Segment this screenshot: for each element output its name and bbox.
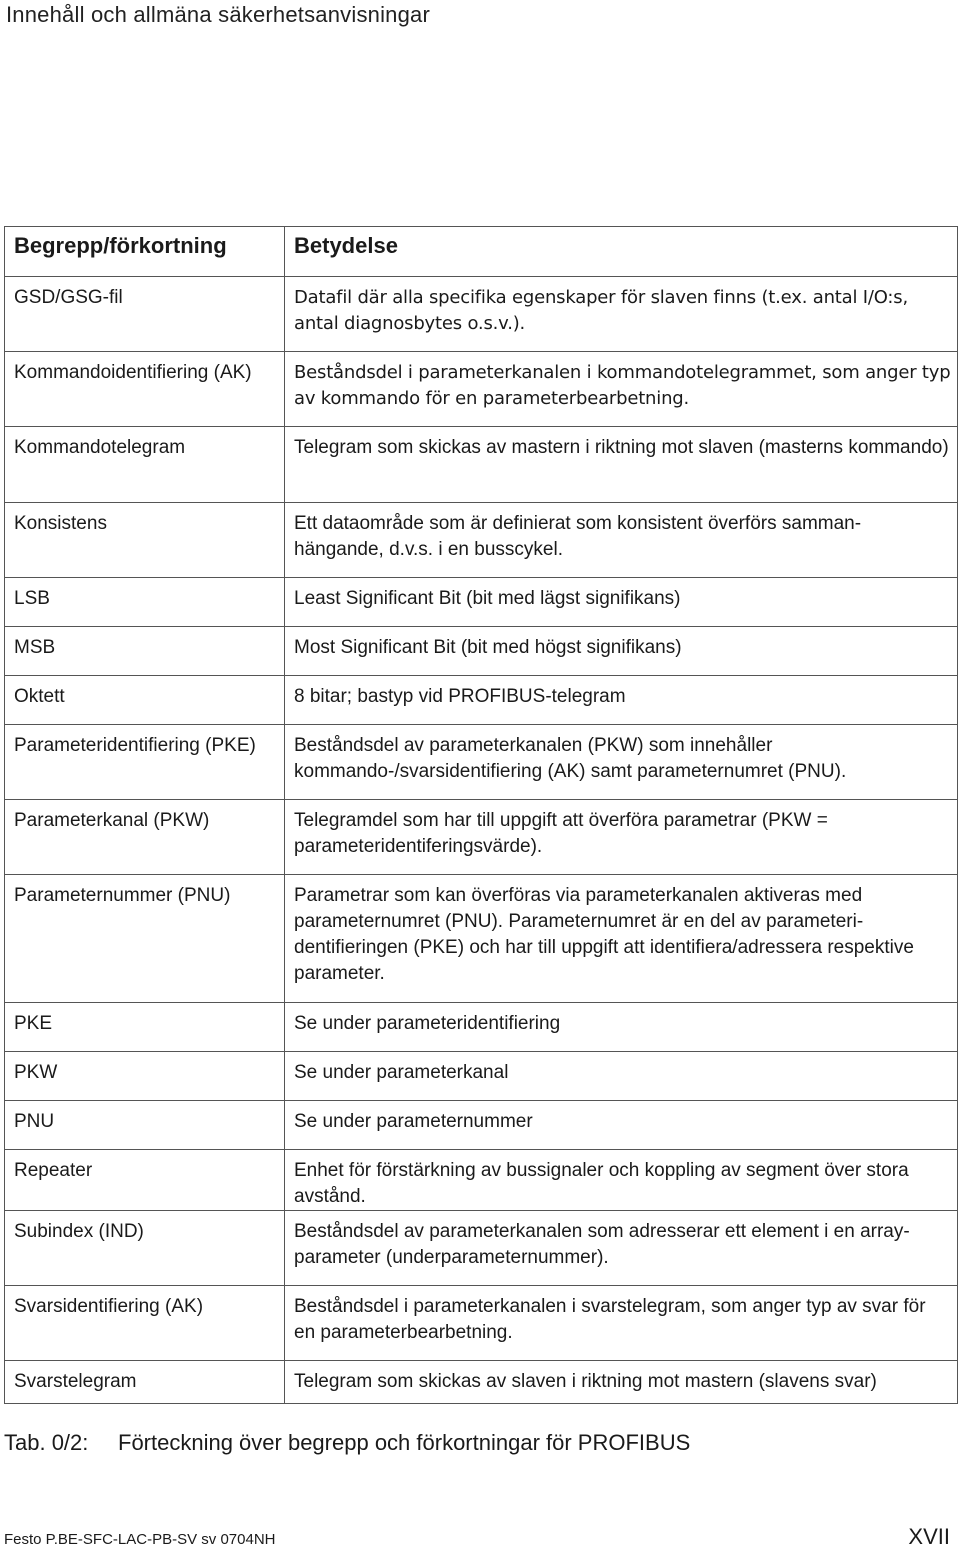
term-cell: PNU	[5, 1101, 285, 1150]
table-row	[5, 676, 958, 725]
term-cell: PKE	[5, 1003, 285, 1052]
meaning-cell: Se under parameterkanal	[285, 1052, 958, 1101]
term-cell: Svarsidentifiering (AK)	[5, 1286, 285, 1361]
table-row	[5, 725, 958, 800]
term-cell: Subindex (IND)	[5, 1211, 285, 1286]
footer-document-id: Festo P.BE-SFC-LAC-PB-SV sv 0704NH	[4, 1531, 276, 1548]
meaning-cell: Most Significant Bit (bit med högst signifikans)	[285, 627, 958, 676]
meaning-cell: Beståndsdel i parameterkanalen i kommandotelegrammet, som anger typ av kommando för en parameterbearbetning.	[285, 352, 958, 427]
term-cell: MSB	[5, 627, 285, 676]
meaning-cell: Beståndsdel i parameterkanalen i svarstelegram, som anger typ av svar för en parameterbearbetning.	[285, 1286, 958, 1361]
table-row	[5, 1101, 958, 1150]
table-row	[5, 875, 958, 1003]
term-cell: LSB	[5, 578, 285, 627]
table-row	[5, 1361, 958, 1404]
table-row	[5, 578, 958, 627]
term-cell: Parameterkanal (PKW)	[5, 800, 285, 875]
meaning-cell: Datafil där alla specifika egenskaper för slaven finns (t.ex. antal I/O:s, antal diagnosbytes o.s.v.).	[285, 277, 958, 352]
table-row	[5, 1003, 958, 1052]
table-row	[5, 800, 958, 875]
glossary-table	[4, 226, 958, 1404]
column-header-term: Begrepp/förkortning	[5, 227, 285, 277]
term-cell: GSD/GSG-fil	[5, 277, 285, 352]
meaning-cell: Enhet för förstärkning av bussignaler och koppling av segment över stora avstånd.	[285, 1150, 958, 1211]
meaning-cell: Ett dataområde som är definierat som konsistent överförs samman- hängande, d.v.s. i en busscykel.	[285, 503, 958, 578]
term-cell: PKW	[5, 1052, 285, 1101]
term-cell: Kommandotelegram	[5, 427, 285, 503]
meaning-cell: Parametrar som kan överföras via parameterkanalen aktiveras med parameternumret (PNU). Parameternumret är en del av parameteri- dentifieringen (PKE) och har till uppgift att identifiera/adressera respektive parameter.	[285, 875, 958, 1003]
table-row	[5, 503, 958, 578]
meaning-cell: Least Significant Bit (bit med lägst signifikans)	[285, 578, 958, 627]
term-cell: Svarstelegram	[5, 1361, 285, 1404]
meaning-cell: Se under parameteridentifiering	[285, 1003, 958, 1052]
page-header: Innehåll och allmäna säkerhetsanvisningar	[6, 2, 431, 27]
table-header-row	[5, 227, 958, 277]
table-row	[5, 352, 958, 427]
meaning-cell: Telegram som skickas av mastern i riktning mot slaven (masterns kommando)	[285, 427, 958, 503]
meaning-cell: Telegramdel som har till uppgift att överföra parametrar (PKW = parameteridentiferingsvärde).	[285, 800, 958, 875]
table-caption	[4, 1430, 690, 1456]
term-cell: Konsistens	[5, 503, 285, 578]
term-cell: Repeater	[5, 1150, 285, 1211]
table-row	[5, 1286, 958, 1361]
term-cell: Oktett	[5, 676, 285, 725]
caption-label: Tab. 0/2:	[4, 1430, 89, 1455]
meaning-cell: 8 bitar; bastyp vid PROFIBUS-telegram	[285, 676, 958, 725]
table-row	[5, 1052, 958, 1101]
table-row	[5, 1211, 958, 1286]
table-row	[5, 1150, 958, 1211]
table-row	[5, 627, 958, 676]
term-cell: Parameternummer (PNU)	[5, 875, 285, 1003]
meaning-cell: Telegram som skickas av slaven i riktning mot mastern (slavens svar)	[285, 1361, 958, 1404]
term-cell: Kommandoidentifiering (AK)	[5, 352, 285, 427]
table-row	[5, 277, 958, 352]
meaning-cell: Beståndsdel av parameterkanalen (PKW) som innehåller kommando-/svarsidentifiering (AK) samt parameternumret (PNU).	[285, 725, 958, 800]
page-number: XVII	[908, 1524, 950, 1549]
meaning-cell: Beståndsdel av parameterkanalen som adresserar ett element i en array-parameter (underparameternummer).	[285, 1211, 958, 1286]
column-header-meaning: Betydelse	[285, 227, 958, 277]
caption-text: Förteckning över begrepp och förkortningar för PROFIBUS	[118, 1430, 691, 1455]
term-cell: Parameteridentifiering (PKE)	[5, 725, 285, 800]
table-row	[5, 427, 958, 503]
meaning-cell: Se under parameternummer	[285, 1101, 958, 1150]
